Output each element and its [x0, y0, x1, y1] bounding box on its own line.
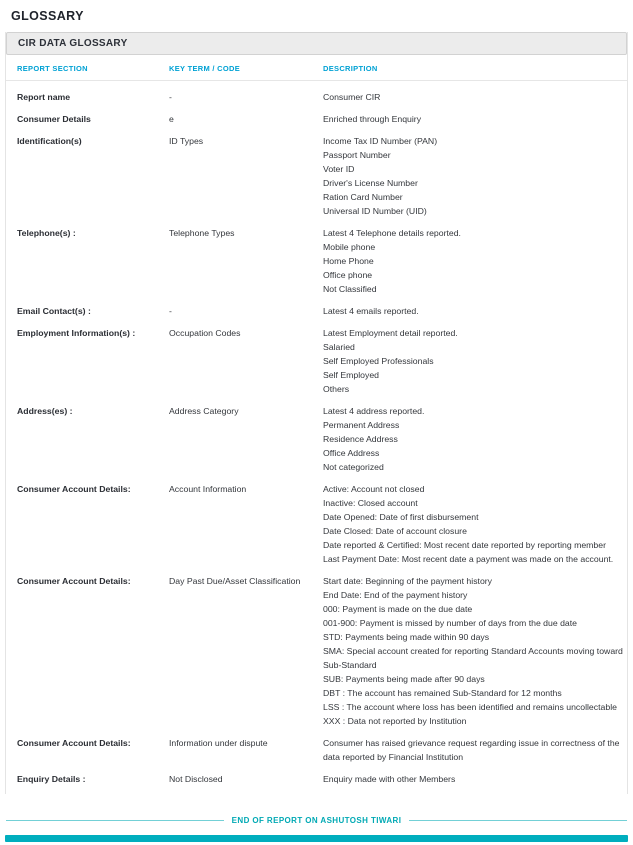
description-line: XXX : Data not reported by Institution	[323, 716, 467, 726]
footer-accent-bar	[5, 835, 628, 842]
description-line: Office Address	[323, 448, 380, 458]
description-line: Latest 4 Telephone details reported.	[323, 228, 461, 238]
glossary-row	[6, 772, 627, 786]
section-title: CIR DATA GLOSSARY	[18, 38, 128, 49]
description-line: Income Tax ID Number (PAN)	[323, 136, 438, 146]
row-report-section: Consumer Details	[17, 114, 91, 124]
row-descriptions	[323, 326, 623, 396]
section-header-bar	[6, 32, 627, 55]
description-line: Inactive: Closed account	[323, 498, 418, 508]
glossary-row	[6, 90, 627, 104]
description-line: Others	[323, 384, 350, 394]
glossary-row	[6, 326, 627, 396]
glossary-row	[6, 574, 627, 728]
row-key-term: Information under dispute	[169, 738, 268, 748]
row-descriptions	[323, 736, 623, 764]
description-line: Universal ID Number (UID)	[323, 206, 427, 216]
spacer	[5, 794, 628, 802]
description-line: Salaried	[323, 342, 355, 352]
description-line: SMA: Special account created for reporting Standard Accounts moving toward Sub-Standard	[323, 646, 623, 670]
glossary-row	[6, 226, 627, 296]
description-line: Mobile phone	[323, 242, 376, 252]
row-key-term: Not Disclosed	[169, 774, 223, 784]
description-line: End Date: End of the payment history	[323, 590, 468, 600]
description-line: Driver's License Number	[323, 178, 418, 188]
row-report-section: Identification(s)	[17, 136, 82, 146]
row-report-section: Enquiry Details :	[17, 774, 86, 784]
description-line: Latest Employment detail reported.	[323, 328, 458, 338]
row-key-term: -	[169, 92, 172, 102]
description-line: Enriched through Enquiry	[323, 114, 422, 124]
description-line: LSS : The account where loss has been identified and remains uncollectable	[323, 702, 617, 712]
row-report-section: Consumer Account Details:	[17, 738, 131, 748]
row-report-section: Address(es) :	[17, 406, 73, 416]
description-line: 000: Payment is made on the due date	[323, 604, 473, 614]
description-line: Enquiry made with other Members	[323, 774, 456, 784]
row-report-section: Email Contact(s) :	[17, 306, 91, 316]
glossary-table-body	[6, 90, 627, 786]
glossary-table-header	[6, 55, 627, 81]
row-descriptions	[323, 304, 623, 318]
row-descriptions	[323, 772, 623, 786]
page-title: GLOSSARY	[11, 9, 84, 23]
description-line: Voter ID	[323, 164, 355, 174]
description-line: DBT : The account has remained Sub-Standard for 12 months	[323, 688, 562, 698]
glossary-row	[6, 482, 627, 566]
column-header-key-term-code: KEY TERM / CODE	[169, 64, 241, 73]
row-report-section: Report name	[17, 92, 71, 102]
description-line: Home Phone	[323, 256, 374, 266]
description-line: Date Opened: Date of first disbursement	[323, 512, 479, 522]
row-descriptions	[323, 134, 623, 218]
description-line: Permanent Address	[323, 420, 400, 430]
row-key-term: Telephone Types	[169, 228, 235, 238]
description-line: Consumer CIR	[323, 92, 381, 102]
column-header-description: DESCRIPTION	[323, 64, 378, 73]
row-descriptions	[323, 574, 623, 728]
row-descriptions	[323, 482, 623, 566]
description-line: Latest 4 emails reported.	[323, 306, 419, 316]
description-line: Active: Account not closed	[323, 484, 425, 494]
end-of-report-text: END OF REPORT ON ASHUTOSH TIWARI	[231, 816, 402, 825]
description-line: Date reported & Certified: Most recent date reported by reporting member	[323, 540, 606, 550]
description-line: Consumer has raised grievance request regarding issue in correctness of the data reported by Financial Institution	[323, 738, 620, 762]
description-line: Start date: Beginning of the payment history	[323, 576, 493, 586]
row-report-section: Employment Information(s) :	[17, 328, 136, 338]
row-descriptions	[323, 226, 623, 296]
glossary-table	[6, 55, 627, 786]
row-key-term: Account Information	[169, 484, 247, 494]
row-descriptions	[323, 90, 623, 104]
column-header-report-section: REPORT SECTION	[17, 64, 88, 73]
description-line: Residence Address	[323, 434, 398, 444]
description-line: Not Classified	[323, 284, 377, 294]
description-line: Not categorized	[323, 462, 384, 472]
description-line: Last Payment Date: Most recent date a payment was made on the account.	[323, 554, 614, 564]
row-key-term: Address Category	[169, 406, 239, 416]
row-key-term: Day Past Due/Asset Classification	[169, 576, 301, 586]
glossary-row	[6, 404, 627, 474]
glossary-row	[6, 112, 627, 126]
glossary-row	[6, 736, 627, 764]
row-report-section: Telephone(s) :	[17, 228, 76, 238]
description-line: Self Employed	[323, 370, 380, 380]
description-line: Ration Card Number	[323, 192, 403, 202]
row-key-term: Occupation Codes	[169, 328, 241, 338]
end-of-report-divider	[6, 816, 627, 825]
row-report-section: Consumer Account Details:	[17, 576, 131, 586]
description-line: Latest 4 address reported.	[323, 406, 425, 416]
row-descriptions	[323, 404, 623, 474]
description-line: Office phone	[323, 270, 373, 280]
glossary-row	[6, 134, 627, 218]
description-line: Passport Number	[323, 150, 391, 160]
row-report-section: Consumer Account Details:	[17, 484, 131, 494]
description-line: SUB: Payments being made after 90 days	[323, 674, 485, 684]
row-key-term: e	[169, 114, 174, 124]
description-line: 001-900: Payment is missed by number of days from the due date	[323, 618, 578, 628]
glossary-row	[6, 304, 627, 318]
row-key-term: ID Types	[169, 136, 204, 146]
description-line: STD: Payments being made within 90 days	[323, 632, 490, 642]
description-line: Self Employed Professionals	[323, 356, 434, 366]
row-key-term: -	[169, 306, 172, 316]
cir-data-glossary-section	[5, 32, 628, 794]
description-line: Date Closed: Date of account closure	[323, 526, 467, 536]
row-descriptions	[323, 112, 623, 126]
